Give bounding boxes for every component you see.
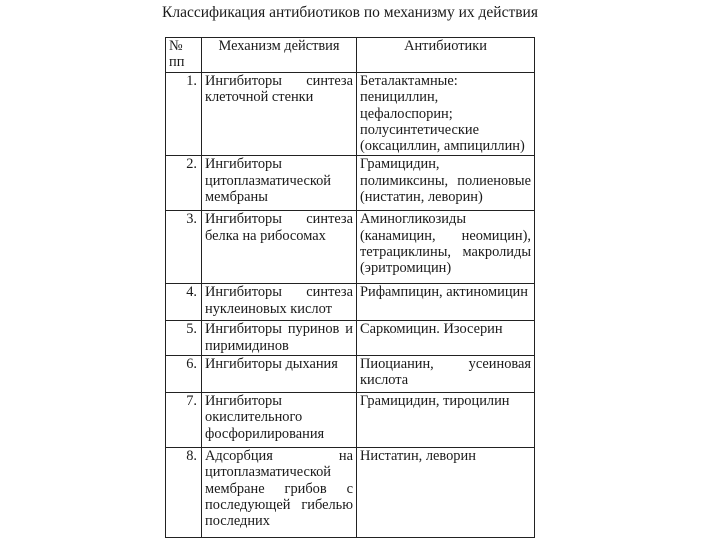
row-mechanism: Ингибиторы синтеза клеточной стенки xyxy=(202,73,357,156)
header-antibiotics: Антибиотики xyxy=(357,38,535,73)
row-number: 4. xyxy=(166,284,202,321)
row-number: 7. xyxy=(166,393,202,448)
row-mechanism: Ингибиторы окислительного фосфорилирования xyxy=(202,393,357,448)
table-row xyxy=(166,321,535,356)
row-mechanism: Ингибиторы дыхания xyxy=(202,356,357,393)
table-row xyxy=(166,448,535,538)
row-number: 5. xyxy=(166,321,202,356)
row-mechanism: Ингибиторы цитоплазматической мембраны xyxy=(202,156,357,211)
row-antibiotics: Аминогликозиды (канамицин, неомицин), тетрациклины, макролиды (эритромицин) xyxy=(357,211,535,284)
table-header-row xyxy=(166,38,535,73)
antibiotics-classification-table xyxy=(165,37,535,538)
row-number: 8. xyxy=(166,448,202,538)
row-mechanism: Адсорбция на цитоплазматической мембране грибов с последующей гибелью последних xyxy=(202,448,357,538)
row-number: 3. xyxy=(166,211,202,284)
row-mechanism: Ингибиторы синтеза нуклеиновых кислот xyxy=(202,284,357,321)
table-row xyxy=(166,393,535,448)
row-antibiotics: Пиоцианин, усеиновая кислота xyxy=(357,356,535,393)
row-number: 1. xyxy=(166,73,202,156)
row-antibiotics: Грамицидин, полимиксины, полиеновые (нистатин, леворин) xyxy=(357,156,535,211)
header-number: № пп xyxy=(166,38,202,73)
table-row xyxy=(166,211,535,284)
table-row xyxy=(166,73,535,156)
row-antibiotics: Саркомицин. Изосерин xyxy=(357,321,535,356)
row-antibiotics: Нистатин, леворин xyxy=(357,448,535,538)
table-row xyxy=(166,284,535,321)
table-row xyxy=(166,156,535,211)
header-mechanism: Механизм действия xyxy=(202,38,357,73)
row-number: 2. xyxy=(166,156,202,211)
row-antibiotics: Грамицидин, тироцилин xyxy=(357,393,535,448)
row-number: 6. xyxy=(166,356,202,393)
row-mechanism: Ингибиторы синтеза белка на рибосомах xyxy=(202,211,357,284)
row-mechanism: Ингибиторы пуринов и пиримидинов xyxy=(202,321,357,356)
row-antibiotics: Беталактамные: пенициллин, цефалоспорин; полусинтетические (оксациллин, ампициллин) xyxy=(357,73,535,156)
row-antibiotics: Рифампицин, актиномицин xyxy=(357,284,535,321)
table-row xyxy=(166,356,535,393)
document-title: Классификация антибиотиков по механизму их действия xyxy=(162,4,538,21)
